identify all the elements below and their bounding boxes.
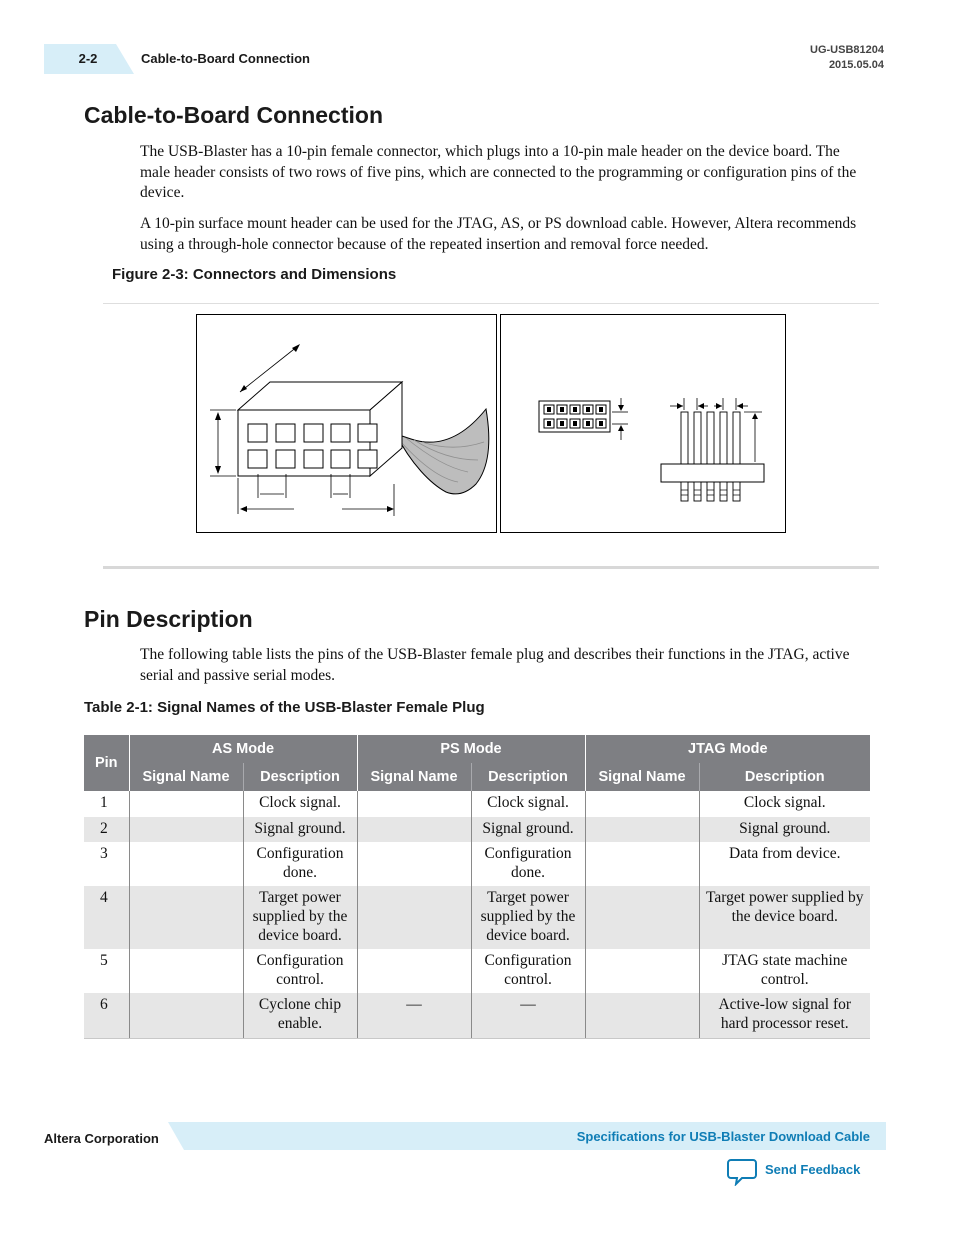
- cell-pin: 6: [84, 993, 129, 1038]
- cell-pin: 2: [84, 817, 129, 843]
- table-row: [84, 886, 870, 949]
- document-id: UG-USB81204: [810, 44, 884, 56]
- paragraph-connector-description: The USB-Blaster has a 10-pin female connector, which plugs into a 10-pin male header on the device board. The male header consists of two rows of five pins, which are connected to the programming or configuration pins of the device.: [140, 143, 857, 201]
- column-header-as-description: Description: [243, 763, 357, 791]
- cell-pin: 3: [100, 845, 108, 863]
- column-header-ps-signal-name: Signal Name: [357, 763, 471, 791]
- send-feedback-link[interactable]: Send Feedback: [765, 1162, 861, 1177]
- signal-names-table: [84, 735, 870, 1039]
- speech-bubble-icon[interactable]: [727, 1158, 757, 1186]
- column-header-as-signal-name: Signal Name: [129, 763, 243, 791]
- table-row: [84, 817, 870, 843]
- cell-as-signal: [129, 791, 243, 817]
- table-caption: Table 2-1: Signal Names of the USB-Blaster Female Plug: [84, 699, 485, 716]
- figure-top-divider: [103, 303, 879, 304]
- cell-as-description: Signal ground.: [243, 817, 357, 843]
- footer-document-link[interactable]: Specifications for USB-Blaster Download Cable: [576, 1129, 870, 1144]
- cell-jtag-signal: [585, 817, 699, 843]
- paragraph-pin-table-intro: The following table lists the pins of the USB-Blaster female plug and describes their functions in the JTAG, active serial and passive serial modes.: [140, 646, 850, 684]
- female-connector-drawing: [196, 314, 497, 533]
- column-group-jtag-mode: JTAG Mode: [585, 735, 870, 763]
- cell-as-signal: [129, 993, 243, 1038]
- column-header-ps-description: Description: [471, 763, 585, 791]
- cell-jtag-description: Signal ground.: [699, 817, 870, 843]
- cell-as-signal: [129, 949, 243, 993]
- cell-jtag-signal: [585, 791, 699, 817]
- cell-ps-description: Configuration control.: [471, 949, 585, 993]
- table-row: [84, 842, 870, 886]
- column-header-jtag-description: Description: [699, 763, 870, 791]
- section-heading-cable-to-board: Cable-to-Board Connection: [84, 102, 383, 128]
- table-row: [84, 949, 870, 993]
- cell-pin: 1: [100, 794, 108, 811]
- cell-jtag-description: Target power supplied by the device board.: [699, 886, 870, 949]
- table-row: [84, 993, 870, 1038]
- cell-as-description: Clock signal.: [243, 791, 357, 817]
- running-header-title: Cable-to-Board Connection: [141, 51, 310, 66]
- figure-caption: Figure 2-3: Connectors and Dimensions: [112, 266, 397, 283]
- column-header-pin: Pin: [84, 735, 129, 791]
- cell-jtag-signal: [585, 993, 699, 1038]
- cell-ps-signal: —: [357, 993, 471, 1038]
- cell-jtag-description: JTAG state machine control.: [699, 949, 870, 993]
- section-heading-pin-description: Pin Description: [84, 606, 253, 632]
- cell-ps-signal: [357, 842, 471, 886]
- cell-jtag-signal: [585, 886, 699, 949]
- cell-ps-description: Target power supplied by the device board.: [471, 886, 585, 949]
- cell-ps-description: Clock signal.: [471, 791, 585, 817]
- cell-jtag-description: Clock signal.: [699, 791, 870, 817]
- cell-as-signal: [129, 817, 243, 843]
- cell-as-description: Configuration control.: [243, 949, 357, 993]
- cell-as-description: Target power supplied by the device board.: [243, 886, 357, 949]
- document-id-block: [810, 43, 884, 73]
- figure-bottom-divider: [103, 566, 879, 569]
- cell-ps-signal: [357, 817, 471, 843]
- cell-pin: 4: [84, 886, 129, 949]
- cell-jtag-description: Active-low signal for hard processor reset.: [699, 993, 870, 1038]
- cell-jtag-signal: [585, 842, 699, 886]
- cell-as-description: Cyclone chip enable.: [243, 993, 357, 1038]
- cell-jtag-description: Data from device.: [699, 842, 870, 886]
- document-date: 2015.05.04: [828, 59, 884, 71]
- cell-ps-description: Configuration done.: [471, 842, 585, 886]
- page-number: 2-2: [78, 51, 98, 66]
- cell-jtag-signal: [585, 949, 699, 993]
- cell-as-signal: [129, 842, 243, 886]
- cell-ps-description: —: [471, 993, 585, 1038]
- column-header-jtag-signal-name: Signal Name: [585, 763, 699, 791]
- cell-ps-signal: [357, 886, 471, 949]
- cell-ps-description: Signal ground.: [471, 817, 585, 843]
- cell-as-signal: [129, 886, 243, 949]
- column-group-as-mode: AS Mode: [129, 735, 357, 763]
- paragraph-surface-mount-note: A 10-pin surface mount header can be used for the JTAG, AS, or PS download cable. However, Altera recommends using a through-hole connector because of the repeated insertion and removal force needed.: [140, 215, 857, 253]
- column-group-ps-mode: PS Mode: [357, 735, 585, 763]
- cell-ps-signal: [357, 791, 471, 817]
- cell-as-description: Configuration done.: [243, 842, 357, 886]
- cell-ps-signal: [357, 949, 471, 993]
- male-header-drawing: [500, 314, 786, 533]
- cell-pin: 5: [100, 952, 108, 970]
- table-row: [84, 791, 870, 817]
- footer-company: Altera Corporation: [44, 1131, 159, 1146]
